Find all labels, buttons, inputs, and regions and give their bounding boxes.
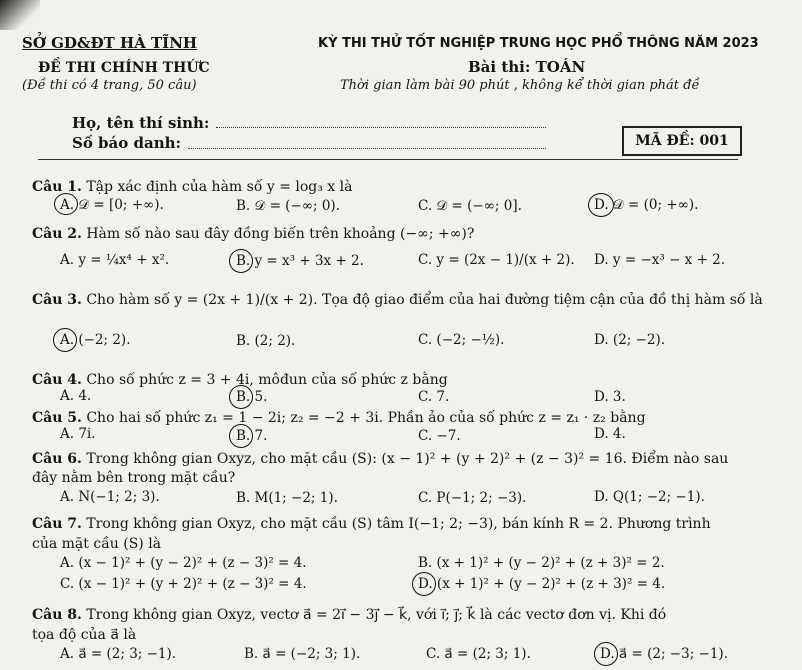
question-6: Câu 6. Trong không gian Oxyz, cho mặt cầu (S): (x − 1)² + (y + 2)² + (z − 3)² = 16. Điểm nào sau	[32, 451, 729, 467]
q3-option-b: B. (2; 2).	[236, 333, 296, 349]
pen-circle-mark	[53, 328, 77, 352]
q6-option-a: A. N(−1; 2; 3).	[60, 489, 160, 505]
q6-option-b: B. M(1; −2; 1).	[236, 490, 338, 506]
department-name: SỞ GD&ĐT HÀ TĨNH	[22, 34, 198, 52]
question-4: Câu 4. Cho số phức z = 3 + 4i, môđun của số phức z bằng	[32, 372, 448, 388]
pages-note: (Đề thi có 4 trang, 50 câu)	[22, 78, 197, 93]
q8-option-d: D. a⃗ = (2; −3; −1).	[600, 646, 728, 662]
q4-option-c: C. 7.	[418, 389, 450, 405]
q5-option-d: D. 4.	[594, 426, 626, 442]
q4-option-a: A. 4.	[60, 388, 92, 404]
q1-option-d: D. 𝒟 = (0; +∞).	[594, 197, 699, 213]
question-6-continued: đây nằm bên trong mặt cầu?	[32, 470, 236, 486]
q6-option-c: C. P(−1; 2; −3).	[418, 490, 527, 506]
question-2: Câu 2. Hàm số nào sau đây đồng biến trên khoảng (−∞; +∞)?	[32, 226, 475, 242]
q5-option-a: A. 7i.	[60, 426, 96, 442]
question-1: Câu 1. Tập xác định của hàm số y = log₃ x là	[32, 179, 353, 195]
question-7: Câu 7. Trong không gian Oxyz, cho mặt cầu (S) tâm I(−1; 2; −3), bán kính R = 2. Phương trình	[32, 516, 711, 532]
pen-circle-mark	[229, 424, 253, 448]
exam-code-box: MÃ ĐỀ: 001	[622, 126, 742, 156]
q2-option-c: C. y = (2x − 1)/(x + 2).	[418, 252, 575, 268]
question-7-continued: của mặt cầu (S) là	[32, 536, 162, 552]
q2-option-a: A. y = ¼x⁴ + x².	[60, 252, 170, 268]
time-note: Thời gian làm bài 90 phút , không kể thời gian phát đề	[340, 78, 700, 93]
q5-option-c: C. −7.	[418, 428, 461, 444]
q1-option-b: B. 𝒟 = (−∞; 0).	[236, 198, 340, 214]
subject-title: Bài thi: TOÁN	[468, 58, 586, 76]
candidate-name-label: Họ, tên thí sinh:	[72, 114, 210, 132]
q1-option-a: A. 𝒟 = [0; +∞).	[60, 197, 164, 213]
question-3: Câu 3. Cho hàm số y = (2x + 1)/(x + 2). Tọa độ giao điểm của hai đường tiệm cận của đồ thị hàm số là	[32, 292, 763, 308]
official-exam-label: ĐỀ THI CHÍNH THỨC	[38, 60, 210, 76]
q8-option-a: A. a⃗ = (2; 3; −1).	[60, 646, 177, 662]
pen-circle-mark	[412, 572, 436, 596]
q1-option-c: C. 𝒟 = (−∞; 0].	[418, 198, 522, 214]
pen-circle-mark	[229, 249, 253, 273]
pen-circle-mark	[54, 193, 78, 215]
q7-option-c: C. (x − 1)² + (y + 2)² + (z − 3)² = 4.	[60, 576, 307, 592]
header-divider	[38, 159, 738, 160]
question-8: Câu 8. Trong không gian Oxyz, vectơ a⃗ = 2i⃗ − 3j⃗ − k⃗, với i⃗; j⃗; k⃗ là các vectơ đơn vị. Khi đó	[32, 607, 667, 623]
q2-option-d: D. y = −x³ − x + 2.	[594, 252, 726, 268]
q7-option-a: A. (x − 1)² + (y − 2)² + (z − 3)² = 4.	[60, 555, 307, 571]
pen-circle-mark	[588, 193, 614, 217]
pen-circle-mark	[229, 385, 253, 409]
candidate-id-line	[188, 136, 546, 149]
candidate-id-label: Số báo danh:	[72, 134, 182, 152]
exam-title: KỲ THI THỬ TỐT NGHIỆP TRUNG HỌC PHỔ THÔNG NĂM 2023	[318, 36, 759, 51]
question-8-continued: tọa độ của a⃗ là	[32, 627, 137, 643]
q3-option-c: C. (−2; −½).	[418, 332, 505, 348]
q4-option-d: D. 3.	[594, 389, 626, 405]
q3-option-a: A. (−2; 2).	[60, 332, 131, 348]
pen-circle-mark	[594, 642, 618, 666]
q6-option-d: D. Q(1; −2; −1).	[594, 489, 705, 505]
q8-option-c: C. a⃗ = (2; 3; 1).	[426, 646, 531, 662]
question-5: Câu 5. Cho hai số phức z₁ = 1 − 2i; z₂ = −2 + 3i. Phần ảo của số phức z = z₁ · z₂ bằng	[32, 410, 646, 426]
q5-option-b: B. 7.	[236, 428, 268, 444]
q8-option-b: B. a⃗ = (−2; 3; 1).	[244, 646, 361, 662]
scan-corner-shadow	[0, 0, 40, 30]
q2-option-b: B. y = x³ + 3x + 2.	[236, 253, 364, 269]
q7-option-b: B. (x + 1)² + (y − 2)² + (z + 3)² = 2.	[418, 555, 665, 571]
q4-option-b: B. 5.	[236, 389, 268, 405]
q7-option-d: D. (x + 1)² + (y − 2)² + (z + 3)² = 4.	[418, 576, 666, 592]
candidate-name-line	[216, 115, 546, 128]
q3-option-d: D. (2; −2).	[594, 332, 666, 348]
